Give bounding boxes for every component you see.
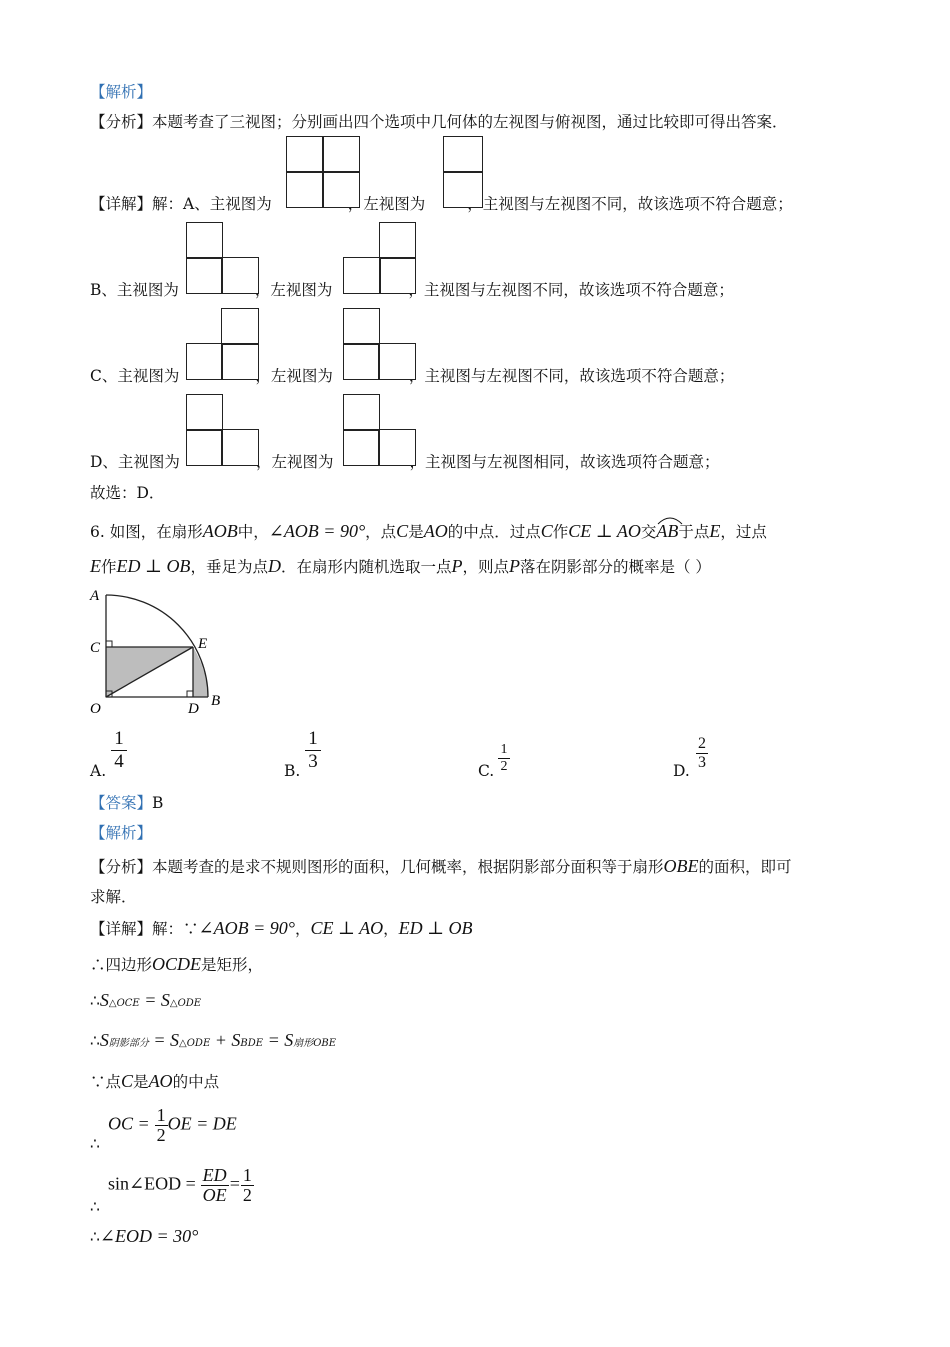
math-oc-eq: OC =	[108, 1113, 150, 1134]
row-a-mid: ，左视图为	[347, 195, 426, 213]
math-plus: +	[210, 1030, 232, 1050]
math-p: P	[451, 556, 463, 576]
frac-den: 2	[156, 1124, 166, 1145]
q6-line-1	[90, 520, 767, 542]
therefore-symbol: ∴	[90, 1228, 100, 1246]
fenxi-tag: 【分析】	[90, 113, 153, 131]
q6-text: 中，	[237, 523, 269, 541]
q6-text: 作	[552, 523, 569, 541]
option-a[interactable]	[90, 762, 106, 780]
answer-tag: 【答案】	[90, 794, 153, 812]
row-c-suffix: ，主视图与左视图不同，故该选项不符合题意；	[408, 367, 735, 385]
q6-text: 的中点．过点	[447, 523, 541, 541]
arc-ab-label: AB	[656, 521, 679, 541]
step-comma: ，	[294, 920, 311, 938]
q6-text: ，则点	[462, 558, 509, 576]
xiangjie-tag: 【详解】	[90, 195, 153, 213]
label-a: A	[90, 588, 100, 604]
option-d-num: 2	[698, 735, 706, 752]
step-comma: ，	[383, 920, 399, 938]
label-d: D	[188, 701, 199, 717]
option-c-num: 1	[498, 742, 510, 759]
row-d-prefix: D、主视图为	[90, 453, 180, 471]
math-half	[241, 1166, 254, 1205]
math-obe: OBE	[663, 856, 699, 876]
option-a-label: A.	[90, 762, 107, 780]
math-d: D	[267, 556, 281, 576]
arc-mark	[656, 515, 684, 525]
row-a-prefix: 解：A、主视图为	[152, 195, 272, 213]
frac-num: 1	[242, 1165, 252, 1185]
therefore-symbol: ∴	[90, 1198, 100, 1216]
option-c-fraction	[498, 742, 510, 775]
jiexi-tag: 【解析】	[90, 83, 153, 101]
q6-text: ．在扇形内随机选取一点	[280, 558, 452, 576]
math-aob: AOB	[202, 521, 238, 541]
option-b-fraction	[305, 728, 321, 773]
option-d[interactable]	[673, 762, 690, 780]
sol-fenxi-text: 求解．	[90, 888, 137, 906]
sol-step-2	[90, 953, 263, 975]
sol-step-4	[90, 1030, 336, 1051]
q6-text: ，点	[365, 523, 397, 541]
math-eq: =	[228, 1173, 241, 1194]
label-c: C	[90, 640, 101, 656]
row-d-mid: ，左视图为	[255, 453, 334, 471]
row-c-prefix: C、主视图为	[90, 367, 180, 385]
math-s: S	[160, 990, 170, 1010]
math-ce-perp-ao: CE ⊥ AO	[568, 521, 641, 541]
option-d-den: 3	[698, 754, 706, 771]
row-a-suffix: ，主视图与左视图不同，故该选项不符合题意；	[467, 195, 793, 213]
math-eq: =	[148, 1030, 171, 1050]
q6-text: 作	[101, 558, 117, 576]
math-ed-over-oe	[201, 1166, 229, 1205]
math-angle-aob: ∠AOB = 90°	[198, 918, 295, 938]
q6-text: 于点	[678, 523, 710, 541]
math-c: C	[396, 521, 409, 541]
sol-fenxi-text: 本题考查的是求不规则图形的面积，几何概率，根据阴影部分面积等于扇形	[152, 858, 664, 876]
math-s: S	[231, 1030, 241, 1050]
math-ao: AO	[423, 521, 448, 541]
answer-line	[90, 791, 163, 813]
fenxi-text: 本题考查了三视图；分别画出四个选项中几何体的左视图与俯视图，通过比较即可得出答案．	[152, 113, 788, 131]
option-b-label: B.	[284, 762, 301, 780]
step-text: 是矩形，	[201, 956, 264, 974]
sol-step-6	[90, 1106, 237, 1145]
therefore-6	[90, 1135, 100, 1153]
sol-step-3	[90, 990, 201, 1011]
math-e: E	[90, 556, 101, 576]
therefore-symbol: ∴	[90, 1032, 100, 1050]
math-sin: sin∠EOD =	[108, 1173, 196, 1194]
math-s: S	[99, 990, 109, 1010]
math-c: C	[540, 521, 553, 541]
frac-den: OE	[202, 1184, 227, 1205]
row-b-prefix: B、主视图为	[90, 281, 179, 299]
math-angle-eod: ∠EOD = 30°	[99, 1226, 199, 1246]
sol-fenxi-text: 的面积，即可	[698, 858, 792, 876]
option-a-num: 1	[111, 728, 127, 751]
sol-jiexi-tag: 【解析】	[90, 824, 153, 842]
math-sub: BDE	[240, 1038, 264, 1049]
step-text: 的中点	[172, 1073, 220, 1091]
row-b-mid: ，左视图为	[254, 281, 333, 299]
math-sub: △OCE	[108, 998, 140, 1009]
option-b-den: 3	[308, 751, 318, 772]
math-ed-perp-ob: ED ⊥ OB	[116, 556, 191, 576]
label-e: E	[198, 636, 208, 652]
q6-text: 6. 如图，在扇形	[90, 523, 203, 541]
label-b: B	[211, 693, 221, 709]
q6-line-2	[90, 555, 711, 577]
option-c-den: 2	[500, 759, 508, 774]
frac-num: 1	[156, 1105, 166, 1125]
sol-xiangjie-tag: 【详解】	[90, 920, 153, 938]
math-c: C	[121, 1071, 134, 1091]
sol-fenxi-1	[90, 855, 792, 877]
math-s: S	[99, 1030, 109, 1050]
option-a-fraction	[111, 728, 127, 773]
math-sub: 扇形OBE	[293, 1038, 337, 1049]
sol-fenxi-tag: 【分析】	[90, 858, 153, 876]
sol-fenxi-2	[90, 885, 137, 907]
option-b-num: 1	[305, 728, 321, 751]
step-text: ∴四边形	[90, 956, 153, 974]
therefore-7	[90, 1198, 100, 1216]
option-d-label: D.	[673, 762, 690, 780]
analysis-heading	[90, 80, 152, 102]
row-b-suffix: ，主视图与左视图不同，故该选项不符合题意；	[408, 281, 734, 299]
math-sub: 阴影部分	[108, 1038, 149, 1049]
math-ao: AO	[148, 1071, 173, 1091]
q6-text: 交	[640, 523, 657, 541]
analysis-summary	[90, 110, 788, 132]
q6-text: 是	[408, 523, 424, 541]
frac-num: ED	[202, 1165, 227, 1185]
detail-row-a	[90, 192, 793, 214]
math-arc-ab	[656, 521, 678, 541]
q6-text: ，垂足为点	[190, 558, 268, 576]
frac-den: 2	[242, 1184, 252, 1205]
sol-step-5	[90, 1070, 219, 1092]
label-o: O	[90, 701, 101, 717]
math-angle-aob: ∠AOB = 90°	[268, 521, 366, 541]
math-oe-de: OE = DE	[167, 1113, 237, 1134]
step-text: 是	[133, 1073, 149, 1091]
q6-text: 落在阴影部分的概率是（ ）	[519, 558, 711, 576]
math-eq: =	[139, 990, 161, 1010]
option-c-label: C.	[478, 762, 495, 780]
option-a-den: 4	[114, 751, 124, 772]
math-ce-perp-ao: CE ⊥ AO	[310, 918, 384, 938]
option-b[interactable]	[284, 762, 300, 780]
sol-step-1	[90, 917, 473, 939]
answer-value: B	[152, 794, 164, 812]
shaded-segment	[193, 647, 208, 697]
sector-figure	[86, 585, 236, 720]
math-s: S	[284, 1030, 294, 1050]
therefore-symbol: ∴	[90, 1135, 100, 1153]
step-text: 点	[105, 1073, 122, 1091]
math-sub: △ODE	[169, 998, 202, 1009]
choose-line	[90, 481, 164, 503]
sol-step-8	[90, 1226, 198, 1247]
option-c[interactable]	[478, 762, 494, 780]
because-symbol: ∵	[90, 1073, 106, 1091]
therefore-symbol: ∴	[90, 992, 100, 1010]
math-s: S	[170, 1030, 180, 1050]
sol-jiexi	[90, 821, 152, 843]
math-e: E	[709, 521, 721, 541]
math-p: P	[508, 556, 520, 576]
q6-text: ，过点	[720, 523, 767, 541]
math-ed-perp-ob: ED ⊥ OB	[398, 918, 473, 938]
math-sub: △ODE	[179, 1038, 211, 1049]
row-d-suffix: ，主视图与左视图相同，故该选项符合题意；	[409, 453, 720, 471]
row-c-mid: ，左视图为	[255, 367, 333, 385]
option-d-fraction	[696, 735, 708, 772]
math-ocde: OCDE	[152, 954, 202, 974]
math-eq: =	[263, 1030, 285, 1050]
math-half	[155, 1106, 168, 1145]
sol-step-7	[90, 1166, 254, 1205]
step-text: 解：∵	[152, 920, 199, 938]
choose-text: 故选：D．	[90, 484, 165, 502]
